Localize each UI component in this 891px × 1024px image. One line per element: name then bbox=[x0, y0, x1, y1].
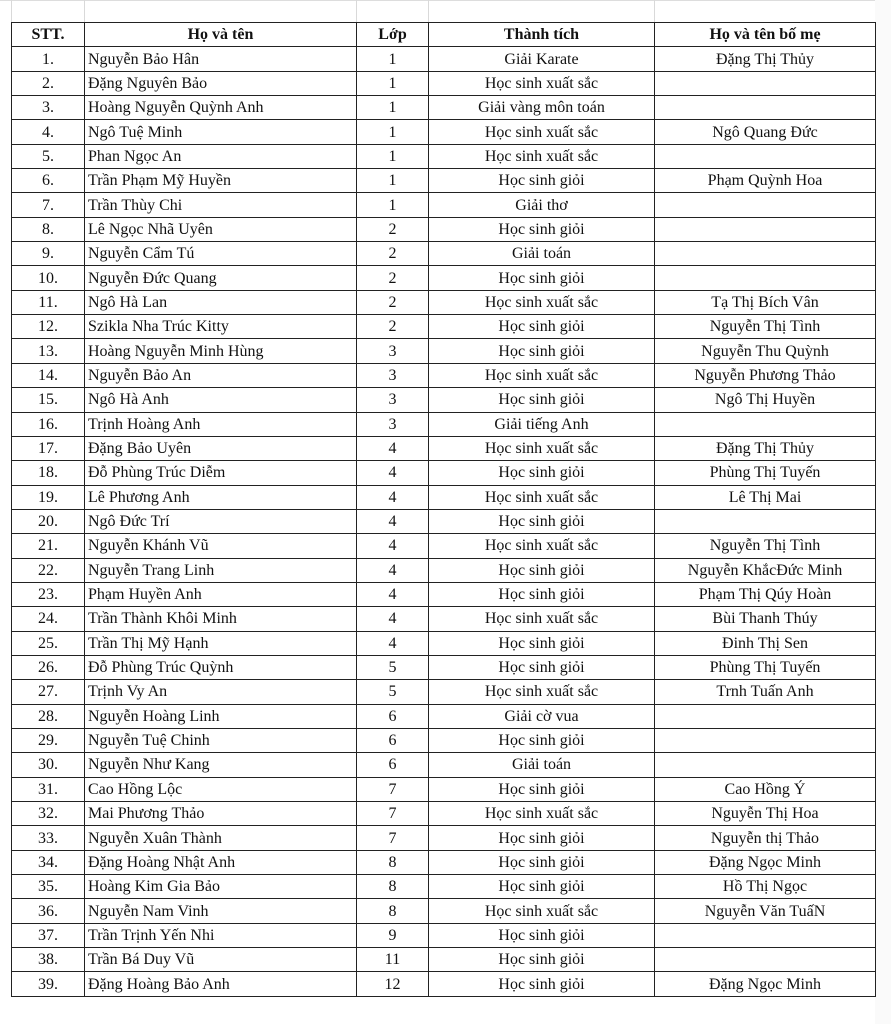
cell-student-name[interactable]: Mai Phương Thảo bbox=[85, 802, 357, 826]
cell-stt[interactable]: 4. bbox=[12, 120, 85, 144]
cell-class[interactable]: 2 bbox=[357, 266, 429, 290]
cell-stt[interactable]: 19. bbox=[12, 485, 85, 509]
cell-achievement[interactable]: Học sinh xuất sắc bbox=[429, 899, 655, 923]
cell-class[interactable]: 8 bbox=[357, 899, 429, 923]
cell-parent-name[interactable]: Nguyễn Thu Quỳnh bbox=[655, 339, 876, 363]
cell-achievement[interactable]: Học sinh giỏi bbox=[429, 948, 655, 972]
cell-class[interactable]: 4 bbox=[357, 607, 429, 631]
cell-class[interactable]: 5 bbox=[357, 680, 429, 704]
table-row bbox=[12, 558, 876, 582]
cell-parent-name[interactable]: Nguyễn Thị Hoa bbox=[655, 802, 876, 826]
table-row bbox=[12, 899, 876, 923]
cell-parent-name[interactable]: Lê Thị Mai bbox=[655, 485, 876, 509]
cell-stt[interactable]: 33. bbox=[12, 826, 85, 850]
cell-student-name[interactable]: Ngô Hà Anh bbox=[85, 388, 357, 412]
cell-parent-name[interactable]: Nguyễn Thị Tình bbox=[655, 534, 876, 558]
cell-stt[interactable]: 25. bbox=[12, 631, 85, 655]
sheet-gridline bbox=[654, 0, 655, 22]
table-row bbox=[12, 120, 876, 144]
cell-class[interactable]: 2 bbox=[357, 315, 429, 339]
cell-student-name[interactable]: Đặng Bảo Uyên bbox=[85, 436, 357, 460]
cell-stt[interactable]: 13. bbox=[12, 339, 85, 363]
cell-achievement[interactable]: Học sinh giỏi bbox=[429, 850, 655, 874]
cell-student-name[interactable]: Hoàng Nguyễn Minh Hùng bbox=[85, 339, 357, 363]
sheet-gridline bbox=[0, 0, 891, 1]
cell-parent-name[interactable] bbox=[655, 193, 876, 217]
cell-stt[interactable]: 32. bbox=[12, 802, 85, 826]
cell-class[interactable]: 3 bbox=[357, 339, 429, 363]
cell-achievement[interactable]: Học sinh xuất sắc bbox=[429, 534, 655, 558]
cell-achievement[interactable]: Giải toán bbox=[429, 242, 655, 266]
cell-achievement[interactable]: Học sinh giỏi bbox=[429, 558, 655, 582]
cell-stt[interactable]: 27. bbox=[12, 680, 85, 704]
sheet-gridline bbox=[428, 0, 429, 22]
cell-stt[interactable]: 26. bbox=[12, 655, 85, 679]
cell-class[interactable]: 7 bbox=[357, 826, 429, 850]
cell-class[interactable]: 4 bbox=[357, 461, 429, 485]
cell-stt[interactable]: 7. bbox=[12, 193, 85, 217]
cell-student-name[interactable]: Nguyễn Hoàng Linh bbox=[85, 704, 357, 728]
cell-parent-name[interactable]: Phạm Quỳnh Hoa bbox=[655, 169, 876, 193]
cell-class[interactable]: 4 bbox=[357, 534, 429, 558]
cell-parent-name[interactable]: Hồ Thị Ngọc bbox=[655, 875, 876, 899]
cell-stt[interactable]: 24. bbox=[12, 607, 85, 631]
table-row bbox=[12, 850, 876, 874]
cell-stt[interactable]: 31. bbox=[12, 777, 85, 801]
cell-class[interactable]: 8 bbox=[357, 875, 429, 899]
cell-parent-name[interactable] bbox=[655, 509, 876, 533]
cell-stt[interactable]: 14. bbox=[12, 363, 85, 387]
cell-student-name[interactable]: Trần Thùy Chi bbox=[85, 193, 357, 217]
cell-stt[interactable]: 29. bbox=[12, 728, 85, 752]
header-class[interactable]: Lớp bbox=[357, 23, 429, 47]
cell-parent-name[interactable] bbox=[655, 948, 876, 972]
table-row bbox=[12, 339, 876, 363]
cell-student-name[interactable]: Lê Phương Anh bbox=[85, 485, 357, 509]
table-row bbox=[12, 242, 876, 266]
cell-student-name[interactable]: Ngô Đức Trí bbox=[85, 509, 357, 533]
cell-achievement[interactable]: Học sinh giỏi bbox=[429, 582, 655, 606]
cell-stt[interactable]: 34. bbox=[12, 850, 85, 874]
cell-student-name[interactable]: Đỗ Phùng Trúc Diễm bbox=[85, 461, 357, 485]
cell-stt[interactable]: 37. bbox=[12, 923, 85, 947]
cell-stt[interactable]: 8. bbox=[12, 217, 85, 241]
cell-achievement[interactable]: Học sinh giỏi bbox=[429, 631, 655, 655]
table-row bbox=[12, 412, 876, 436]
cell-parent-name[interactable]: Tạ Thị Bích Vân bbox=[655, 290, 876, 314]
cell-class[interactable]: 3 bbox=[357, 412, 429, 436]
cell-class[interactable]: 4 bbox=[357, 485, 429, 509]
header-achievement[interactable]: Thành tích bbox=[429, 23, 655, 47]
cell-stt[interactable]: 10. bbox=[12, 266, 85, 290]
table-row bbox=[12, 534, 876, 558]
cell-parent-name[interactable]: Phạm Thị Qúy Hoàn bbox=[655, 582, 876, 606]
cell-achievement[interactable]: Học sinh giỏi bbox=[429, 461, 655, 485]
cell-parent-name[interactable]: Phùng Thị Tuyến bbox=[655, 461, 876, 485]
cell-class[interactable]: 7 bbox=[357, 802, 429, 826]
cell-student-name[interactable]: Ngô Hà Lan bbox=[85, 290, 357, 314]
cell-student-name[interactable]: Nguyễn Cẩm Tú bbox=[85, 242, 357, 266]
cell-class[interactable]: 6 bbox=[357, 704, 429, 728]
cell-parent-name[interactable] bbox=[655, 412, 876, 436]
cell-class[interactable]: 4 bbox=[357, 558, 429, 582]
cell-student-name[interactable]: Szikla Nha Trúc Kitty bbox=[85, 315, 357, 339]
table-row bbox=[12, 266, 876, 290]
cell-parent-name[interactable]: Ngô Thị Huyền bbox=[655, 388, 876, 412]
sheet-gridline bbox=[11, 0, 12, 22]
cell-student-name[interactable]: Nguyễn Bảo Hân bbox=[85, 47, 357, 71]
header-row bbox=[12, 23, 876, 47]
cell-achievement[interactable]: Giải vàng môn toán bbox=[429, 96, 655, 120]
cell-class[interactable]: 4 bbox=[357, 631, 429, 655]
cell-achievement[interactable]: Học sinh xuất sắc bbox=[429, 290, 655, 314]
table-row bbox=[12, 509, 876, 533]
cell-class[interactable]: 1 bbox=[357, 193, 429, 217]
cell-class[interactable]: 2 bbox=[357, 242, 429, 266]
cell-parent-name[interactable]: Đặng Thị Thủy bbox=[655, 47, 876, 71]
cell-student-name[interactable]: Nguyễn Bảo An bbox=[85, 363, 357, 387]
cell-achievement[interactable]: Học sinh xuất sắc bbox=[429, 485, 655, 509]
cell-student-name[interactable]: Trịnh Vy An bbox=[85, 680, 357, 704]
cell-parent-name[interactable] bbox=[655, 704, 876, 728]
table-row bbox=[12, 972, 876, 996]
cell-achievement[interactable]: Học sinh giỏi bbox=[429, 777, 655, 801]
cell-achievement[interactable]: Học sinh giỏi bbox=[429, 169, 655, 193]
cell-class[interactable]: 4 bbox=[357, 509, 429, 533]
cell-class[interactable]: 1 bbox=[357, 71, 429, 95]
cell-class[interactable]: 7 bbox=[357, 777, 429, 801]
cell-parent-name[interactable]: Đinh Thị Sen bbox=[655, 631, 876, 655]
cell-stt[interactable]: 28. bbox=[12, 704, 85, 728]
cell-achievement[interactable]: Học sinh xuất sắc bbox=[429, 71, 655, 95]
table-row bbox=[12, 47, 876, 71]
table-row bbox=[12, 607, 876, 631]
cell-stt[interactable]: 22. bbox=[12, 558, 85, 582]
cell-class[interactable]: 12 bbox=[357, 972, 429, 996]
cell-parent-name[interactable] bbox=[655, 266, 876, 290]
cell-student-name[interactable]: Trần Thị Mỹ Hạnh bbox=[85, 631, 357, 655]
cell-achievement[interactable]: Học sinh giỏi bbox=[429, 388, 655, 412]
table-row bbox=[12, 96, 876, 120]
cell-class[interactable]: 6 bbox=[357, 753, 429, 777]
header-parent[interactable]: Họ và tên bố mẹ bbox=[655, 23, 876, 47]
table-row bbox=[12, 71, 876, 95]
cell-student-name[interactable]: Hoàng Nguyễn Quỳnh Anh bbox=[85, 96, 357, 120]
cell-stt[interactable]: 23. bbox=[12, 582, 85, 606]
table-row bbox=[12, 485, 876, 509]
cell-parent-name[interactable] bbox=[655, 96, 876, 120]
cell-parent-name[interactable]: Nguyễn Văn TuấN bbox=[655, 899, 876, 923]
cell-student-name[interactable]: Trần Trịnh Yến Nhi bbox=[85, 923, 357, 947]
cell-class[interactable]: 9 bbox=[357, 923, 429, 947]
cell-student-name[interactable]: Hoàng Kim Gia Bảo bbox=[85, 875, 357, 899]
cell-stt[interactable]: 3. bbox=[12, 96, 85, 120]
cell-student-name[interactable]: Nguyễn Nam Vinh bbox=[85, 899, 357, 923]
table-row bbox=[12, 728, 876, 752]
cell-achievement[interactable]: Học sinh giỏi bbox=[429, 875, 655, 899]
sheet-gridline bbox=[84, 0, 85, 22]
cell-class[interactable]: 3 bbox=[357, 363, 429, 387]
cell-achievement[interactable]: Học sinh giỏi bbox=[429, 972, 655, 996]
cell-student-name[interactable]: Nguyễn Như Kang bbox=[85, 753, 357, 777]
table-row bbox=[12, 753, 876, 777]
table-row bbox=[12, 704, 876, 728]
cell-achievement[interactable]: Học sinh giỏi bbox=[429, 826, 655, 850]
cell-student-name[interactable]: Đỗ Phùng Trúc Quỳnh bbox=[85, 655, 357, 679]
cell-class[interactable]: 1 bbox=[357, 96, 429, 120]
cell-student-name[interactable]: Trần Phạm Mỹ Huyền bbox=[85, 169, 357, 193]
cell-student-name[interactable]: Đặng Hoàng Nhật Anh bbox=[85, 850, 357, 874]
sheet-header-strip bbox=[0, 0, 891, 22]
cell-parent-name[interactable]: Cao Hồng Ý bbox=[655, 777, 876, 801]
cell-stt[interactable]: 1. bbox=[12, 47, 85, 71]
cell-achievement[interactable]: Học sinh xuất sắc bbox=[429, 802, 655, 826]
cell-parent-name[interactable] bbox=[655, 753, 876, 777]
cell-achievement[interactable]: Học sinh xuất sắc bbox=[429, 363, 655, 387]
table-row bbox=[12, 582, 876, 606]
cell-parent-name[interactable]: Đặng Thị Thủy bbox=[655, 436, 876, 460]
cell-stt[interactable]: 38. bbox=[12, 948, 85, 972]
cell-parent-name[interactable]: Ngô Quang Đức bbox=[655, 120, 876, 144]
table-row bbox=[12, 875, 876, 899]
cell-class[interactable]: 2 bbox=[357, 290, 429, 314]
cell-student-name[interactable]: Nguyễn Tuệ Chinh bbox=[85, 728, 357, 752]
cell-achievement[interactable]: Giải thơ bbox=[429, 193, 655, 217]
cell-achievement[interactable]: Học sinh xuất sắc bbox=[429, 120, 655, 144]
cell-stt[interactable]: 20. bbox=[12, 509, 85, 533]
cell-stt[interactable]: 36. bbox=[12, 899, 85, 923]
table-row bbox=[12, 923, 876, 947]
cell-student-name[interactable]: Phan Ngọc An bbox=[85, 144, 357, 168]
cell-stt[interactable]: 30. bbox=[12, 753, 85, 777]
cell-achievement[interactable]: Học sinh xuất sắc bbox=[429, 436, 655, 460]
cell-stt[interactable]: 35. bbox=[12, 875, 85, 899]
cell-achievement[interactable]: Học sinh giỏi bbox=[429, 339, 655, 363]
cell-class[interactable]: 3 bbox=[357, 388, 429, 412]
cell-student-name[interactable]: Nguyễn Đức Quang bbox=[85, 266, 357, 290]
cell-student-name[interactable]: Phạm Huyền Anh bbox=[85, 582, 357, 606]
cell-achievement[interactable]: Học sinh giỏi bbox=[429, 266, 655, 290]
cell-parent-name[interactable]: Bùi Thanh Thúy bbox=[655, 607, 876, 631]
cell-stt[interactable]: 11. bbox=[12, 290, 85, 314]
student-achievement-table bbox=[11, 22, 876, 997]
cell-student-name[interactable]: Trần Thành Khôi Minh bbox=[85, 607, 357, 631]
cell-class[interactable]: 1 bbox=[357, 144, 429, 168]
cell-parent-name[interactable]: Nguyễn Thị Tình bbox=[655, 315, 876, 339]
table-row bbox=[12, 631, 876, 655]
cell-parent-name[interactable]: Trnh Tuấn Anh bbox=[655, 680, 876, 704]
table-row bbox=[12, 655, 876, 679]
cell-parent-name[interactable]: Đặng Ngọc Minh bbox=[655, 850, 876, 874]
table-row bbox=[12, 461, 876, 485]
table-body bbox=[12, 47, 876, 996]
cell-achievement[interactable]: Học sinh xuất sắc bbox=[429, 144, 655, 168]
cell-class[interactable]: 6 bbox=[357, 728, 429, 752]
cell-achievement[interactable]: Học sinh giỏi bbox=[429, 217, 655, 241]
cell-student-name[interactable]: Trịnh Hoàng Anh bbox=[85, 412, 357, 436]
cell-stt[interactable]: 5. bbox=[12, 144, 85, 168]
cell-student-name[interactable]: Ngô Tuệ Minh bbox=[85, 120, 357, 144]
cell-parent-name[interactable] bbox=[655, 144, 876, 168]
cell-parent-name[interactable]: Phùng Thị Tuyến bbox=[655, 655, 876, 679]
table-row bbox=[12, 290, 876, 314]
table-row bbox=[12, 144, 876, 168]
cell-stt[interactable]: 15. bbox=[12, 388, 85, 412]
cell-achievement[interactable]: Học sinh giỏi bbox=[429, 923, 655, 947]
cell-parent-name[interactable]: Đặng Ngọc Minh bbox=[655, 972, 876, 996]
cell-class[interactable]: 1 bbox=[357, 120, 429, 144]
cell-class[interactable]: 4 bbox=[357, 582, 429, 606]
table-row bbox=[12, 315, 876, 339]
cell-achievement[interactable]: Học sinh giỏi bbox=[429, 655, 655, 679]
cell-class[interactable]: 5 bbox=[357, 655, 429, 679]
cell-student-name[interactable]: Đặng Nguyên Bảo bbox=[85, 71, 357, 95]
cell-student-name[interactable]: Đặng Hoàng Bảo Anh bbox=[85, 972, 357, 996]
cell-achievement[interactable]: Giải Karate bbox=[429, 47, 655, 71]
sheet-gridline bbox=[356, 0, 357, 22]
cell-parent-name[interactable] bbox=[655, 71, 876, 95]
cell-class[interactable]: 11 bbox=[357, 948, 429, 972]
cell-stt[interactable]: 17. bbox=[12, 436, 85, 460]
cell-class[interactable]: 2 bbox=[357, 217, 429, 241]
table-row bbox=[12, 169, 876, 193]
cell-achievement[interactable]: Học sinh xuất sắc bbox=[429, 607, 655, 631]
cell-stt[interactable]: 21. bbox=[12, 534, 85, 558]
cell-parent-name[interactable] bbox=[655, 217, 876, 241]
cell-parent-name[interactable]: Nguyễn Phương Thảo bbox=[655, 363, 876, 387]
cell-class[interactable]: 1 bbox=[357, 47, 429, 71]
cell-achievement[interactable]: Học sinh giỏi bbox=[429, 315, 655, 339]
table-row bbox=[12, 363, 876, 387]
table-row bbox=[12, 436, 876, 460]
header-name[interactable]: Họ và tên bbox=[85, 23, 357, 47]
cell-achievement[interactable]: Giải tiếng Anh bbox=[429, 412, 655, 436]
cell-student-name[interactable]: Nguyễn Xuân Thành bbox=[85, 826, 357, 850]
table-row bbox=[12, 388, 876, 412]
sheet-right-margin bbox=[875, 0, 891, 1024]
cell-parent-name[interactable] bbox=[655, 923, 876, 947]
cell-student-name[interactable]: Nguyễn Khánh Vũ bbox=[85, 534, 357, 558]
table-row bbox=[12, 680, 876, 704]
cell-stt[interactable]: 2. bbox=[12, 71, 85, 95]
table-row bbox=[12, 193, 876, 217]
table-row bbox=[12, 948, 876, 972]
cell-class[interactable]: 1 bbox=[357, 169, 429, 193]
table-row bbox=[12, 826, 876, 850]
cell-stt[interactable]: 9. bbox=[12, 242, 85, 266]
cell-achievement[interactable]: Học sinh giỏi bbox=[429, 509, 655, 533]
cell-stt[interactable]: 16. bbox=[12, 412, 85, 436]
cell-student-name[interactable]: Cao Hồng Lộc bbox=[85, 777, 357, 801]
cell-achievement[interactable]: Giải cờ vua bbox=[429, 704, 655, 728]
cell-achievement[interactable]: Học sinh giỏi bbox=[429, 728, 655, 752]
table-row bbox=[12, 217, 876, 241]
header-stt[interactable]: STT. bbox=[12, 23, 85, 47]
cell-parent-name[interactable] bbox=[655, 242, 876, 266]
cell-class[interactable]: 4 bbox=[357, 436, 429, 460]
cell-parent-name[interactable]: Nguyễn KhắcĐức Minh bbox=[655, 558, 876, 582]
table-row bbox=[12, 777, 876, 801]
cell-student-name[interactable]: Nguyễn Trang Linh bbox=[85, 558, 357, 582]
cell-class[interactable]: 8 bbox=[357, 850, 429, 874]
cell-parent-name[interactable] bbox=[655, 728, 876, 752]
cell-stt[interactable]: 18. bbox=[12, 461, 85, 485]
cell-stt[interactable]: 12. bbox=[12, 315, 85, 339]
cell-student-name[interactable]: Lê Ngọc Nhã Uyên bbox=[85, 217, 357, 241]
cell-stt[interactable]: 6. bbox=[12, 169, 85, 193]
cell-student-name[interactable]: Trần Bá Duy Vũ bbox=[85, 948, 357, 972]
cell-achievement[interactable]: Học sinh xuất sắc bbox=[429, 680, 655, 704]
cell-parent-name[interactable]: Nguyễn thị Thảo bbox=[655, 826, 876, 850]
cell-stt[interactable]: 39. bbox=[12, 972, 85, 996]
cell-achievement[interactable]: Giải toán bbox=[429, 753, 655, 777]
table-row bbox=[12, 802, 876, 826]
